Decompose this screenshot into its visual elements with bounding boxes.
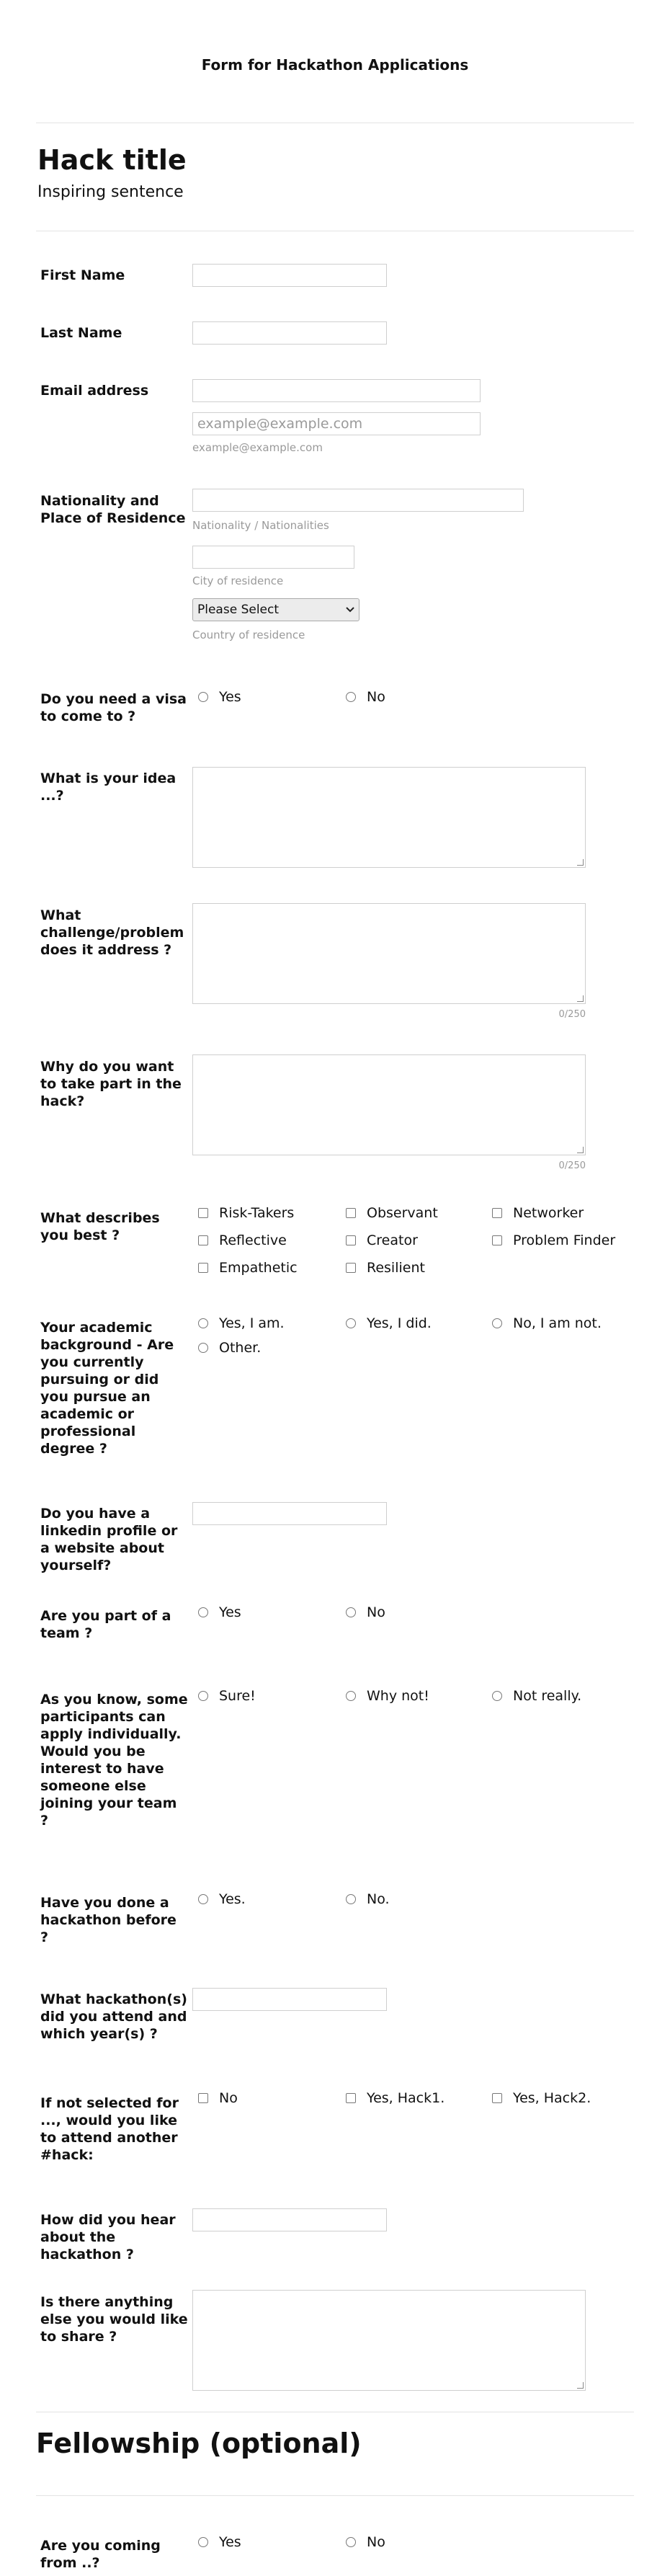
describes-option-reflective[interactable]: Reflective — [198, 1233, 287, 1248]
academic-label: Your academic background - Are you currently pursuing or did you pursue an academic or professional degree ? — [40, 1320, 174, 1457]
radio-icon — [346, 1691, 356, 1701]
last-name-label: Last Name — [40, 325, 122, 341]
radio-icon — [198, 1894, 208, 1904]
last-name-input[interactable] — [192, 321, 387, 345]
radio-icon — [198, 1607, 208, 1617]
checkbox-icon — [492, 1208, 502, 1218]
not-selected-option-hack1[interactable]: Yes, Hack1. — [346, 2090, 445, 2106]
nationality-input[interactable] — [192, 489, 524, 512]
checkbox-icon — [346, 1263, 356, 1273]
team-option-yes[interactable]: Yes — [198, 1604, 241, 1620]
divider — [36, 2495, 634, 2496]
radio-icon — [346, 692, 356, 702]
which-hackathon-input[interactable] — [192, 1988, 387, 2011]
why-char-counter: 0/250 — [558, 1160, 586, 1171]
linkedin-label: Do you have a linkedin profile or a website about yourself? — [40, 1506, 178, 1573]
challenge-char-counter: 0/250 — [558, 1009, 586, 1020]
coming-from-label: Are you coming from ..? — [40, 2538, 161, 2571]
radio-icon — [346, 1318, 356, 1328]
resize-handle-icon[interactable] — [577, 859, 584, 866]
not-selected-option-no[interactable]: No — [198, 2090, 238, 2106]
challenge-textarea[interactable] — [192, 903, 586, 1004]
resize-handle-icon[interactable] — [577, 995, 584, 1002]
why-label: Why do you want to take part in the hack? — [40, 1059, 182, 1109]
country-sublabel: Country of residence — [192, 629, 305, 641]
radio-icon — [198, 1343, 208, 1353]
radio-icon — [492, 1318, 502, 1328]
nationality-sublabel: Nationality / Nationalities — [192, 519, 329, 532]
share-label: Is there anything else you would like to share ? — [40, 2294, 188, 2345]
not-selected-label: If not selected for ..., would you like to attend another #hack: — [40, 2095, 179, 2163]
radio-icon — [198, 692, 208, 702]
resize-handle-icon[interactable] — [577, 2382, 584, 2389]
checkbox-icon — [346, 1208, 356, 1218]
describes-option-networker[interactable]: Networker — [492, 1205, 584, 1221]
describes-option-empathetic[interactable]: Empathetic — [198, 1260, 298, 1276]
describes-label: What describes you best ? — [40, 1210, 160, 1243]
coming-from-option-yes[interactable]: Yes — [198, 2534, 241, 2550]
share-textarea[interactable] — [192, 2290, 586, 2391]
email-label: Email address — [40, 383, 149, 399]
describes-option-observant[interactable]: Observant — [346, 1205, 438, 1221]
done-hackathon-option-no[interactable]: No. — [346, 1891, 390, 1907]
resize-handle-icon[interactable] — [577, 1147, 584, 1153]
academic-option-no[interactable]: No, I am not. — [492, 1315, 602, 1331]
apply-option-not-really[interactable]: Not really. — [492, 1688, 581, 1704]
checkbox-icon — [198, 1208, 208, 1218]
checkbox-icon — [492, 1235, 502, 1245]
inspiring-sentence: Inspiring sentence — [37, 183, 184, 201]
describes-option-creator[interactable]: Creator — [346, 1233, 418, 1248]
visa-label: Do you need a visa to come to ? — [40, 691, 187, 724]
describes-option-resilient[interactable]: Resilient — [346, 1260, 425, 1276]
first-name-input[interactable] — [192, 264, 387, 287]
apply-option-why-not[interactable]: Why not! — [346, 1688, 429, 1704]
done-hackathon-label: Have you done a hackathon before ? — [40, 1895, 177, 1945]
why-textarea[interactable] — [192, 1054, 586, 1155]
academic-option-yes-i-am[interactable]: Yes, I am. — [198, 1315, 285, 1331]
done-hackathon-option-yes[interactable]: Yes. — [198, 1891, 246, 1907]
checkbox-icon — [198, 1263, 208, 1273]
checkbox-icon — [492, 2093, 502, 2103]
first-name-label: First Name — [40, 267, 125, 283]
chevron-down-icon — [346, 607, 354, 613]
team-label: Are you part of a team ? — [40, 1608, 171, 1641]
hear-input[interactable] — [192, 2208, 387, 2231]
checkbox-icon — [346, 2093, 356, 2103]
checkbox-icon — [198, 2093, 208, 2103]
radio-icon — [346, 2537, 356, 2547]
challenge-label: What challenge/problem does it address ? — [40, 907, 184, 958]
linkedin-input[interactable] — [192, 1502, 387, 1525]
fellowship-title: Fellowship (optional) — [36, 2428, 362, 2459]
city-sublabel: City of residence — [192, 574, 284, 587]
apply-individually-label: As you know, some participants can apply individually. Would you be interest to have someone else joining your team ? — [40, 1692, 188, 1829]
radio-icon — [198, 1318, 208, 1328]
academic-option-yes-i-did[interactable]: Yes, I did. — [346, 1315, 432, 1331]
email-input[interactable] — [192, 379, 481, 402]
apply-option-sure[interactable]: Sure! — [198, 1688, 256, 1704]
not-selected-option-hack2[interactable]: Yes, Hack2. — [492, 2090, 591, 2106]
hear-label: How did you hear about the hackathon ? — [40, 2212, 176, 2262]
radio-icon — [346, 1607, 356, 1617]
visa-option-no[interactable]: No — [346, 689, 385, 705]
page-title: Form for Hackathon Applications — [201, 56, 469, 74]
radio-icon — [198, 2537, 208, 2547]
idea-textarea[interactable] — [192, 767, 586, 868]
describes-option-risk-takers[interactable]: Risk-Takers — [198, 1205, 294, 1221]
team-option-no[interactable]: No — [346, 1604, 385, 1620]
academic-option-other[interactable]: Other. — [198, 1340, 261, 1356]
checkbox-icon — [346, 1235, 356, 1245]
radio-icon — [346, 1894, 356, 1904]
coming-from-option-no[interactable]: No — [346, 2534, 385, 2550]
city-input[interactable] — [192, 546, 354, 569]
radio-icon — [492, 1691, 502, 1701]
country-select[interactable] — [192, 598, 359, 621]
visa-option-yes[interactable]: Yes — [198, 689, 241, 705]
checkbox-icon — [198, 1235, 208, 1245]
email-confirm-input[interactable] — [192, 412, 481, 435]
country-select-value: Please Select — [197, 603, 280, 617]
radio-icon — [198, 1691, 208, 1701]
which-hackathon-label: What hackathon(s) did you attend and which year(s) ? — [40, 1991, 187, 2042]
hack-title: Hack title — [37, 144, 187, 176]
email-sublabel: example@example.com — [192, 441, 323, 454]
describes-option-problem-finder[interactable]: Problem Finder — [492, 1233, 615, 1248]
idea-label: What is your idea ...? — [40, 770, 177, 804]
nationality-label: Nationality and Place of Residence — [40, 493, 186, 526]
